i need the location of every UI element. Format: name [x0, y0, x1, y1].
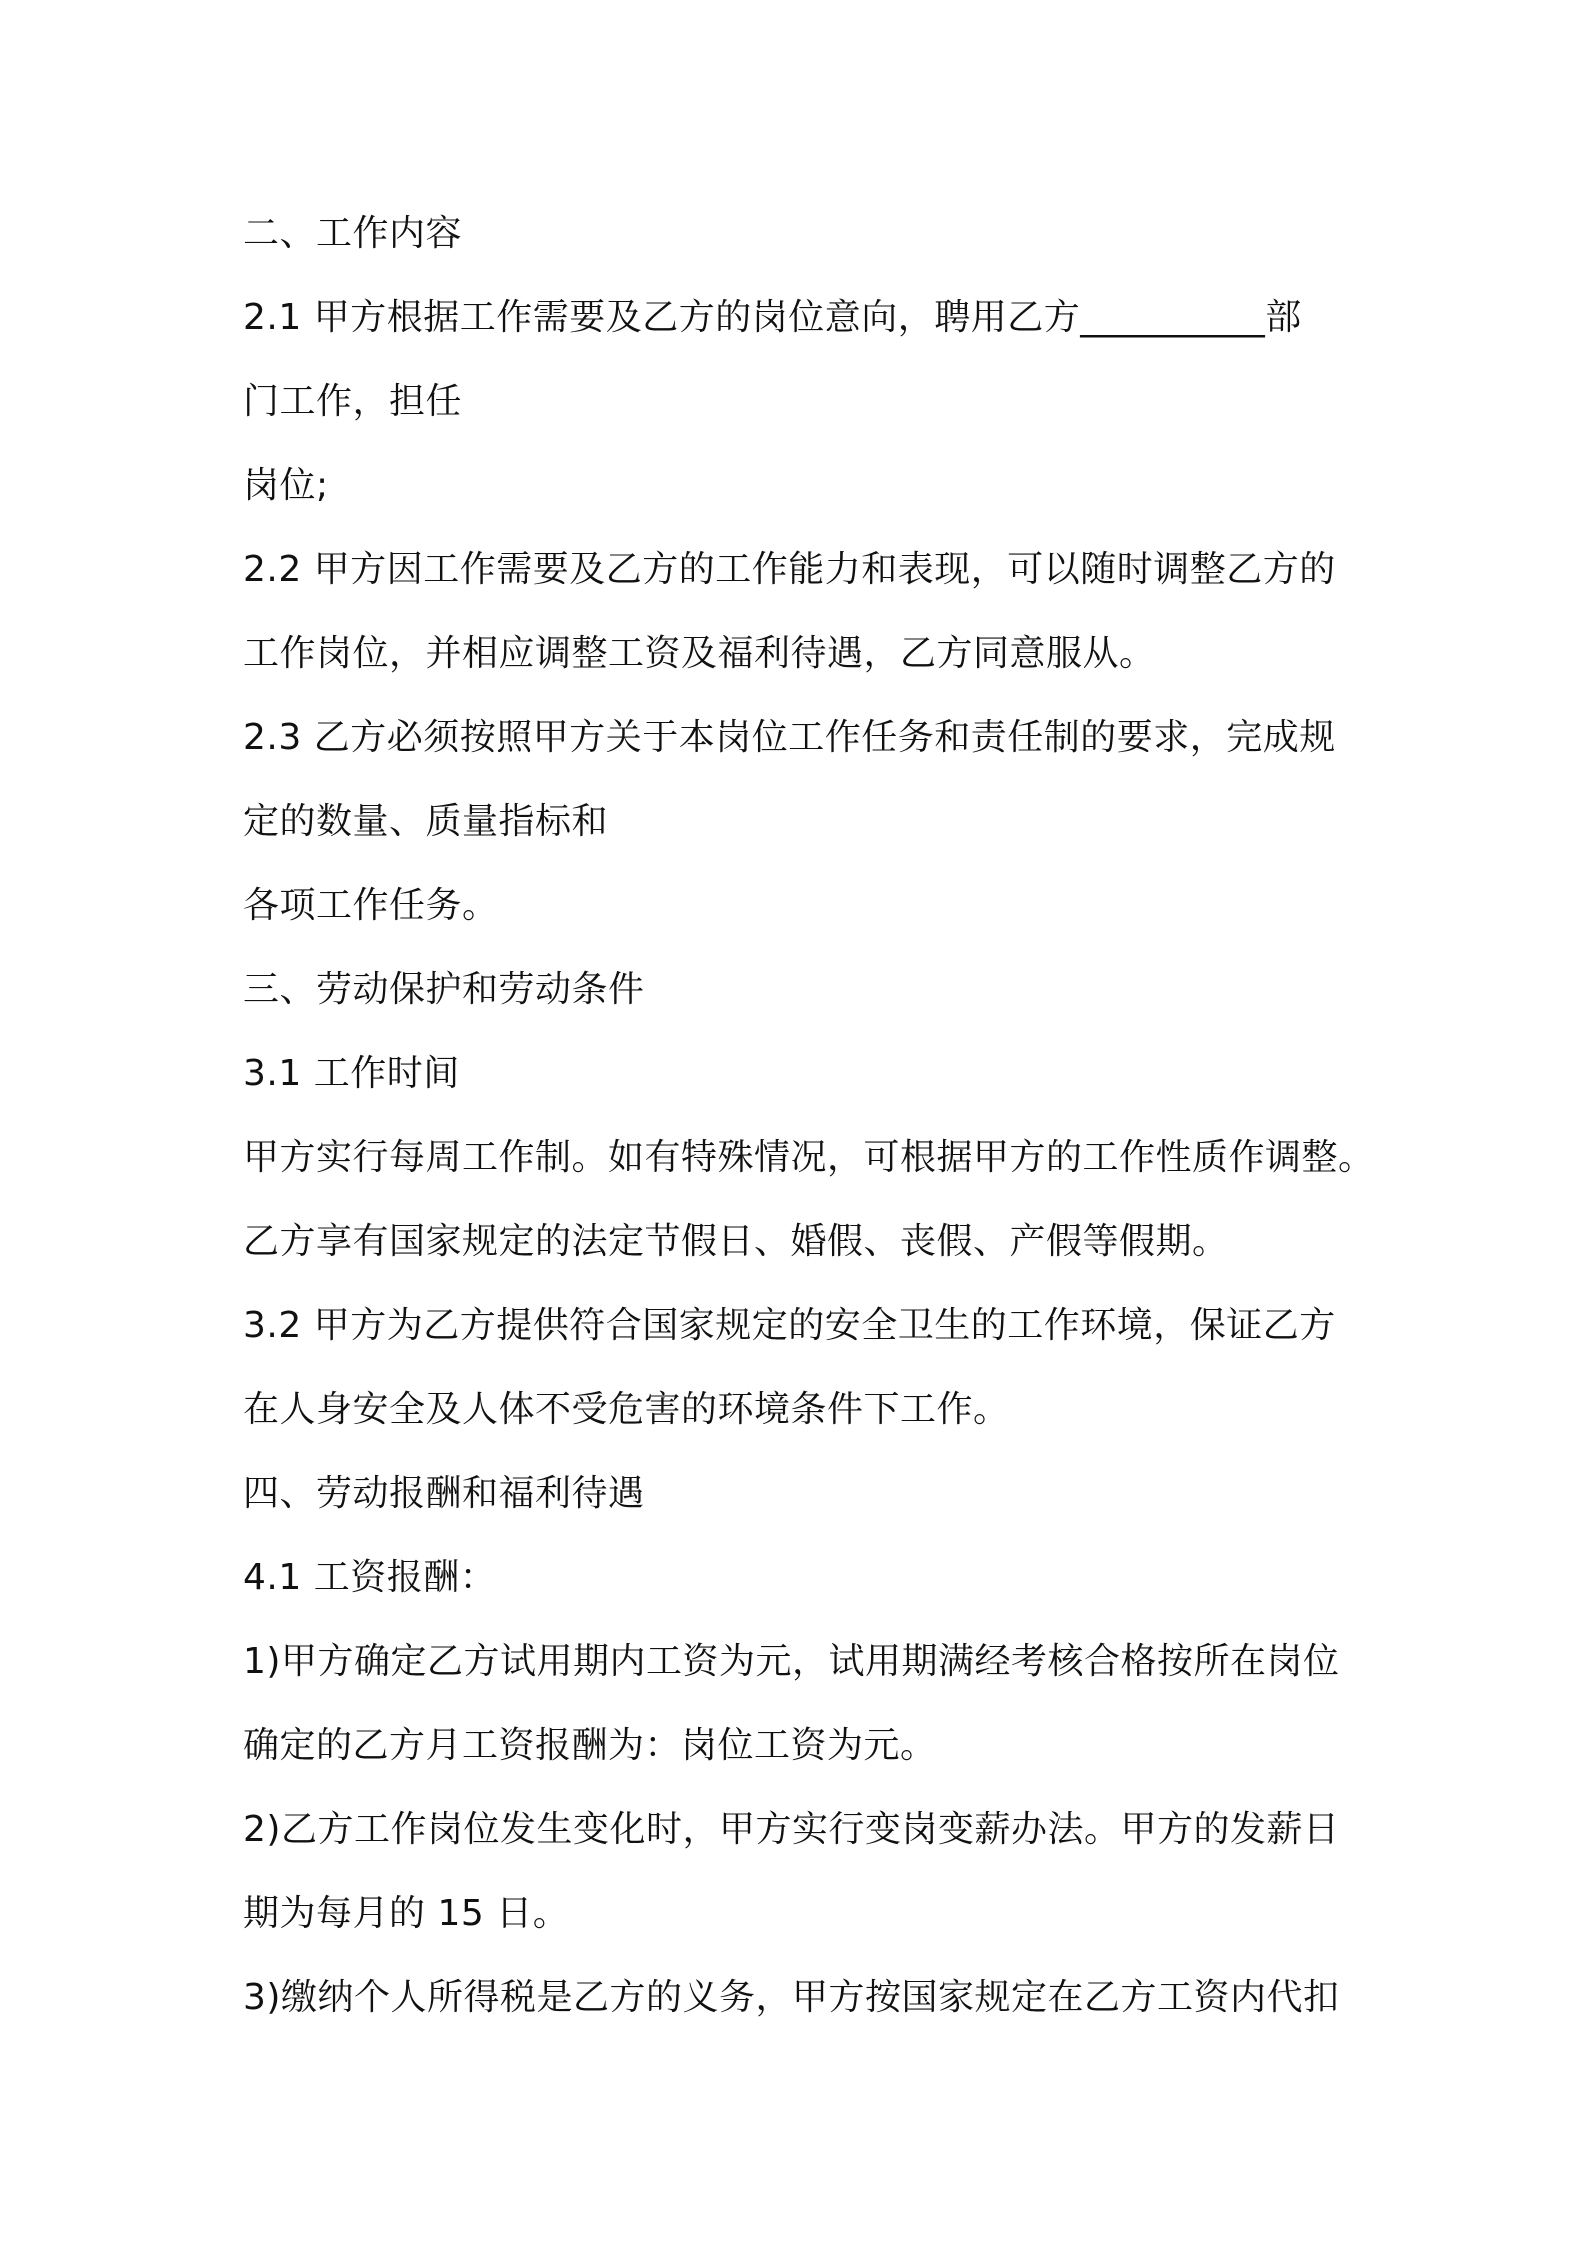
clause-2-3-line-3: 各项工作任务。	[243, 885, 499, 926]
item-2-line-2: 期为每月的 15 日。	[243, 1893, 570, 1934]
clause-3-1-line-2: 乙方享有国家规定的法定节假日、婚假、丧假、产假等假期。	[243, 1221, 1229, 1262]
clause-4-1-heading: 4.1 工资报酬：	[243, 1557, 497, 1598]
clause-2-2-line-2: 工作岗位，并相应调整工资及福利待遇，乙方同意服从。	[243, 633, 1156, 674]
clause-3-2-line-2: 在人身安全及人体不受危害的环境条件下工作。	[243, 1389, 1010, 1430]
document-body	[243, 192, 1375, 2040]
item-3-line-1: 3)缴纳个人所得税是乙方的义务，甲方按国家规定在乙方工资内代扣	[243, 1977, 1340, 2018]
item-1-line-2: 确定的乙方月工资报酬为：岗位工资为元。	[243, 1725, 937, 1766]
clause-2-1-line-2: 门工作，担任	[243, 381, 463, 422]
clause-2-1-line-3: 岗位;	[243, 465, 329, 506]
section-heading-remuneration: 四、劳动报酬和福利待遇	[243, 1473, 645, 1514]
clause-2-3-line-1: 2.3 乙方必须按照甲方关于本岗位工作任务和责任制的要求，完成规	[243, 717, 1336, 758]
clause-3-1-line-1: 甲方实行每周工作制。如有特殊情况，可根据甲方的工作性质作调整。	[243, 1137, 1375, 1178]
item-1-line-1: 1)甲方确定乙方试用期内工资为元，试用期满经考核合格按所在岗位	[243, 1641, 1340, 1682]
section-heading-work-content: 二、工作内容	[243, 213, 463, 254]
clause-2-3-line-2: 定的数量、质量指标和	[243, 801, 609, 842]
item-2-line-1: 2)乙方工作岗位发生变化时，甲方实行变岗变薪办法。甲方的发薪日	[243, 1809, 1340, 1850]
clause-2-2-line-1: 2.2 甲方因工作需要及乙方的工作能力和表现，可以随时调整乙方的	[243, 549, 1336, 590]
clause-3-2-line-1: 3.2 甲方为乙方提供符合国家规定的安全卫生的工作环境，保证乙方	[243, 1305, 1336, 1346]
clause-2-1-line-1: 2.1 甲方根据工作需要及乙方的岗位意向，聘用乙方__________部	[243, 297, 1302, 338]
clause-3-1-heading: 3.1 工作时间	[243, 1053, 460, 1094]
section-heading-labor-protection: 三、劳动保护和劳动条件	[243, 969, 645, 1010]
